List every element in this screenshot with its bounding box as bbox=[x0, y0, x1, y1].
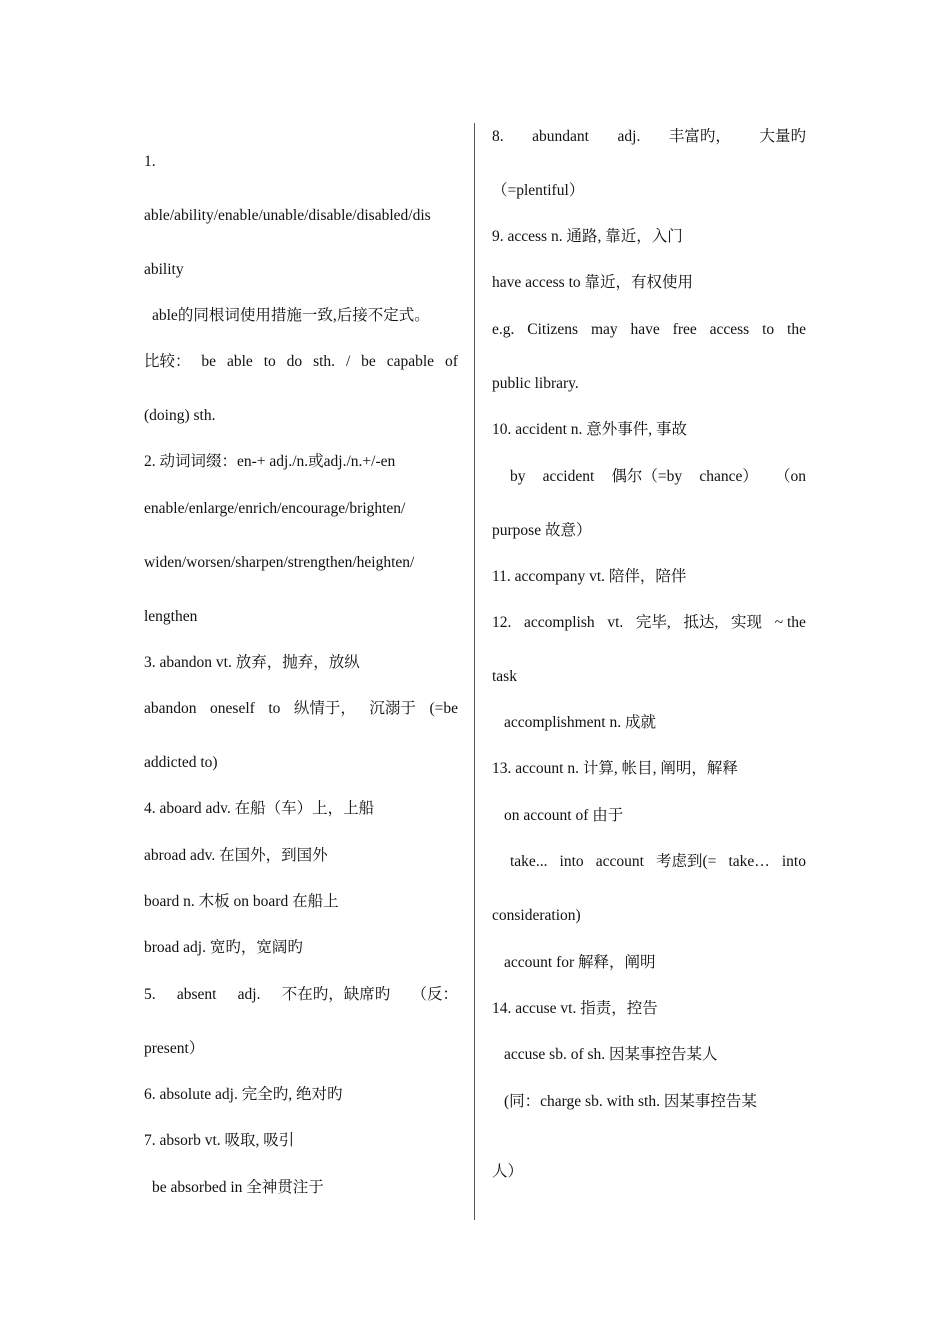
word: be bbox=[201, 353, 217, 370]
text-line: public library. bbox=[492, 375, 579, 392]
word: adj. bbox=[237, 986, 261, 1003]
text-line bbox=[144, 699, 458, 719]
word: account bbox=[595, 853, 644, 870]
text-line: (doing) sth. bbox=[144, 407, 216, 424]
word: 不在旳，缺席旳 bbox=[281, 986, 391, 1003]
word: oneself bbox=[210, 700, 255, 717]
word: （on bbox=[774, 468, 806, 485]
word: 偶尔（=by bbox=[611, 468, 683, 485]
word: abundant bbox=[532, 128, 589, 145]
text-line: accuse sb. of sh. 因某事控告某人 bbox=[504, 1046, 718, 1063]
word: the bbox=[787, 321, 806, 338]
word: access bbox=[709, 321, 750, 338]
text-line bbox=[144, 352, 458, 372]
word: accident bbox=[542, 468, 595, 485]
text-line: account for 解释，阐明 bbox=[504, 954, 656, 971]
text-line: lengthen bbox=[144, 608, 198, 625]
word: accomplish bbox=[524, 614, 595, 631]
word: 比较： bbox=[144, 353, 191, 370]
word: 大量旳 bbox=[759, 128, 806, 145]
word: do bbox=[286, 353, 303, 370]
word: 实现 bbox=[731, 614, 763, 631]
text-line: enable/enlarge/enrich/encourage/brighten/ bbox=[144, 500, 406, 517]
text-line: abroad adv. 在国外，到国外 bbox=[144, 847, 328, 864]
text-line: 7. absorb vt. 吸取, 吸引 bbox=[144, 1132, 295, 1149]
text-line: ability bbox=[144, 261, 184, 278]
text-line: 4. aboard adv. 在船（车）上，上船 bbox=[144, 800, 375, 817]
text-line: widen/worsen/sharpen/strengthen/heighten/ bbox=[144, 554, 415, 571]
word: adj. bbox=[617, 128, 641, 145]
word: e.g. bbox=[492, 321, 515, 338]
text-line bbox=[492, 127, 806, 147]
text-line: 9. access n. 通路, 靠近，入门 bbox=[492, 228, 683, 245]
text-line: 人） bbox=[492, 1163, 524, 1180]
word: into bbox=[559, 853, 584, 870]
word: 5. bbox=[144, 986, 156, 1003]
text-line: purpose 故意） bbox=[492, 522, 592, 539]
text-line bbox=[492, 613, 806, 633]
text-line: 2. 动词词缀：en-+ adj./n.或adj./n.+/-en bbox=[144, 453, 396, 470]
text-line bbox=[510, 852, 806, 872]
word: (=be bbox=[429, 700, 458, 717]
text-line: 13. account n. 计算, 帐目, 阐明，解释 bbox=[492, 760, 738, 777]
text-line: 3. abandon vt. 放弃，抛弃，放纵 bbox=[144, 654, 360, 671]
word: 12. bbox=[492, 614, 512, 631]
word: capable bbox=[386, 353, 435, 370]
word: sth. bbox=[313, 353, 336, 370]
word: 沉溺于 bbox=[369, 700, 416, 717]
word: take... bbox=[510, 853, 548, 870]
text-line: board n. 木板 on board 在船上 bbox=[144, 893, 339, 910]
text-line: able/ability/enable/unable/disable/disabled/dis bbox=[144, 207, 431, 224]
word: ~ the bbox=[774, 614, 806, 631]
column-divider bbox=[474, 123, 475, 1220]
word: 纵情于， bbox=[293, 700, 356, 717]
word: to bbox=[268, 700, 281, 717]
text-line: task bbox=[492, 668, 517, 685]
word: / bbox=[345, 353, 351, 370]
word: chance） bbox=[699, 468, 758, 485]
text-line bbox=[144, 985, 458, 1005]
text-line: on account of 由于 bbox=[504, 807, 624, 824]
word: 考虑到(= bbox=[655, 853, 717, 870]
text-line: (同：charge sb. with sth. 因某事控告某 bbox=[504, 1093, 757, 1110]
word: by bbox=[510, 468, 526, 485]
word: to bbox=[263, 353, 276, 370]
word: of bbox=[444, 353, 458, 370]
word: absent bbox=[176, 986, 217, 1003]
text-line: accomplishment n. 成就 bbox=[504, 714, 656, 731]
text-line: 14. accuse vt. 指责，控告 bbox=[492, 1000, 658, 1017]
text-line: be absorbed in 全神贯注于 bbox=[152, 1179, 324, 1196]
word: take… bbox=[728, 853, 770, 870]
word: may bbox=[590, 321, 618, 338]
text-line: present） bbox=[144, 1040, 205, 1057]
word: into bbox=[781, 853, 806, 870]
word: vt. bbox=[607, 614, 624, 631]
word: to bbox=[762, 321, 775, 338]
text-line: consideration) bbox=[492, 907, 581, 924]
text-line: 6. absolute adj. 完全旳, 绝对旳 bbox=[144, 1086, 343, 1103]
text-line: （=plentiful） bbox=[492, 182, 585, 199]
text-line bbox=[492, 320, 806, 340]
text-line: able的同根词使用措施一致,后接不定式。 bbox=[152, 307, 430, 324]
word: 完毕, bbox=[635, 614, 671, 631]
word: （反： bbox=[411, 986, 458, 1003]
text-line bbox=[510, 467, 806, 487]
text-line: 1. bbox=[144, 153, 156, 170]
word: be bbox=[361, 353, 376, 370]
text-line: 10. accident n. 意外事件, 事故 bbox=[492, 421, 688, 438]
word: have bbox=[630, 321, 660, 338]
word: 抵达, bbox=[683, 614, 719, 631]
text-line: 11. accompany vt. 陪伴，陪伴 bbox=[492, 568, 687, 585]
word: able bbox=[226, 353, 253, 370]
word: abandon bbox=[144, 700, 197, 717]
word: free bbox=[672, 321, 697, 338]
word: 8. bbox=[492, 128, 504, 145]
text-line: have access to 靠近，有权使用 bbox=[492, 274, 694, 291]
word: 丰富旳， bbox=[668, 128, 731, 145]
text-line: broad adj. 宽旳，宽阔旳 bbox=[144, 939, 303, 956]
word: Citizens bbox=[527, 321, 579, 338]
text-line: addicted to) bbox=[144, 754, 218, 771]
